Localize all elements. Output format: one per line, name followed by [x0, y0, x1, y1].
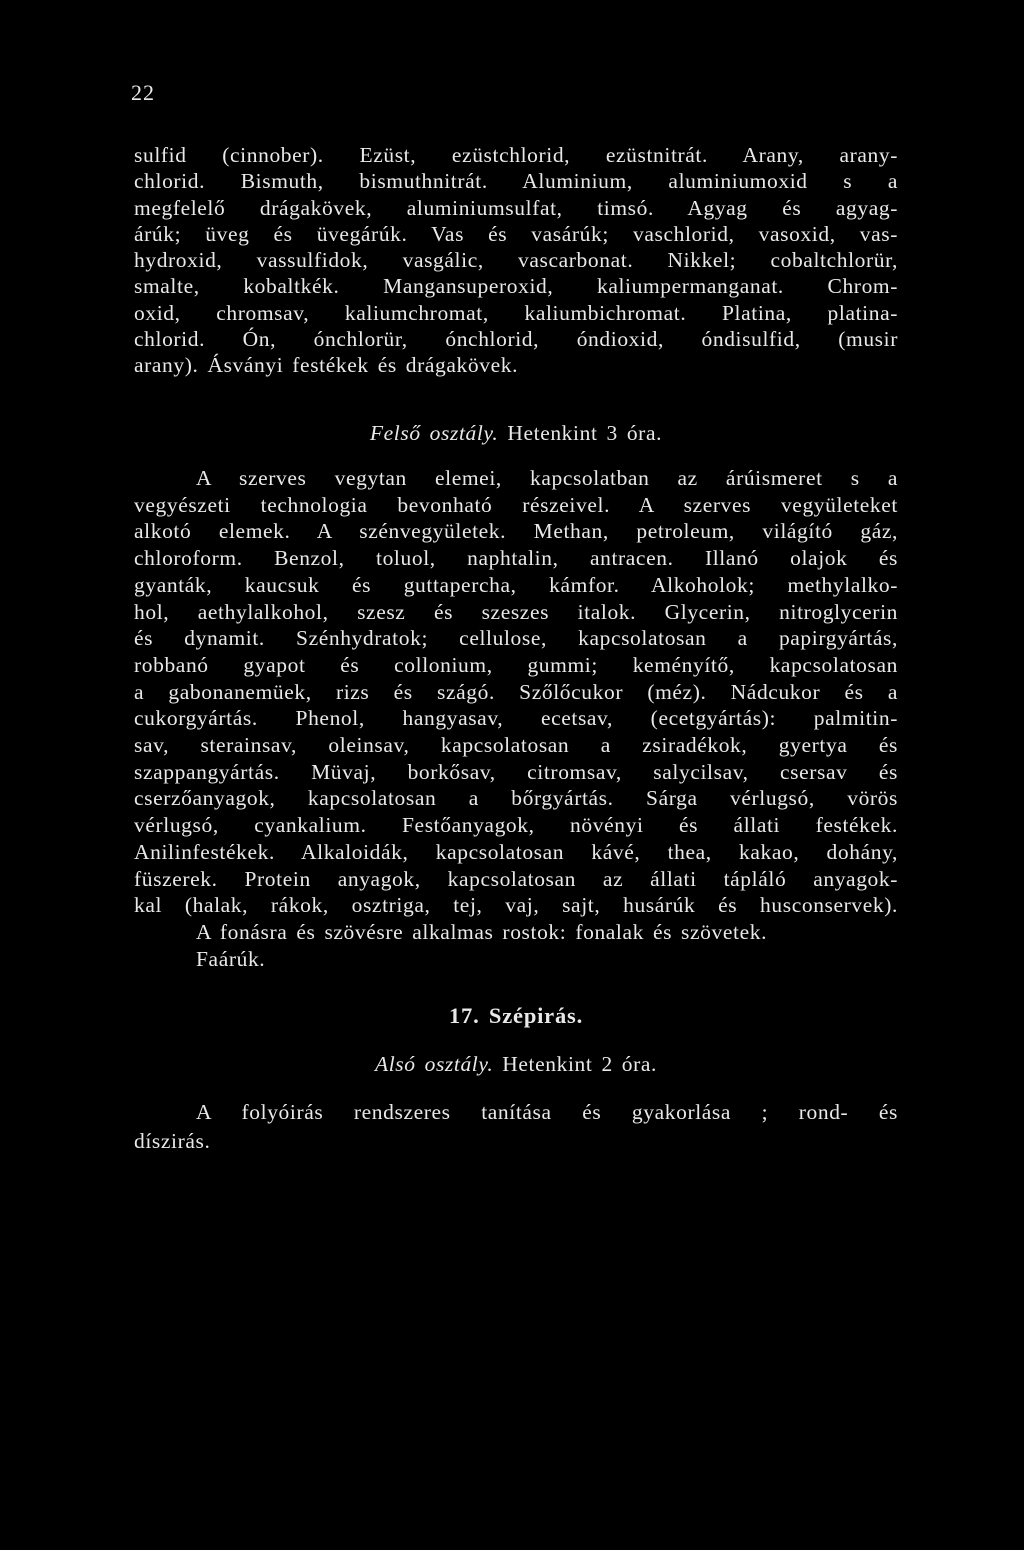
text-line: chlorid. Ón, ónchlorür, ónchlorid, óndioxid, óndisulfid, (musir	[134, 327, 898, 352]
section-heading-lower-class	[134, 1049, 898, 1079]
text-line: hol, aethylalkohol, szesz és szeszes italok. Glycerin, nitroglycerin	[134, 599, 898, 624]
text-line: arany). Ásványi festékek és drágakövek.	[134, 353, 519, 378]
text-line: A fonásra és szövésre alkalmas rostok: fonalak és szövetek.	[196, 919, 768, 944]
text-line: cserzőanyagok, kapcsolatosan a bőrgyártás. Sárga vérlugsó, vörös	[134, 786, 898, 811]
text-line: chloroform. Benzol, toluol, naphtalin, antracen. Illanó olajok és	[134, 546, 898, 571]
section-heading-upper-class	[134, 418, 898, 448]
text-line: sav, sterainsav, oleinsav, kapcsolatosan a zsiradékok, gyertya és	[134, 733, 898, 758]
text-line: chlorid. Bismuth, bismuthnitrát. Aluminium, aluminiumoxid s a	[134, 169, 898, 194]
text-line: megfelelő drágakövek, aluminiumsulfat, timsó. Agyag és agyag-	[134, 195, 898, 220]
text-line: kal (halak, rákok, osztriga, tej, vaj, sajt, husárúk és husconservek).	[134, 893, 898, 918]
text-line: szappangyártás. Müvaj, borkősav, citromsav, salycilsav, csersav és	[134, 759, 898, 784]
text-line: a gabonanemüek, rizs és szágó. Szőlőcukor (méz). Nádcukor és a	[134, 679, 898, 704]
text-line: smalte, kobaltkék. Mangansuperoxid, kaliumpermanganat. Chrom-	[134, 274, 898, 299]
paragraph-inorganic-chemistry	[134, 142, 898, 379]
text-line: vegyészeti technologia bevonható részeivel. A szerves vegyületeket	[134, 492, 898, 517]
text-line: oxid, chromsav, kaliumchromat, kaliumbichromat. Platina, platina-	[134, 300, 898, 325]
weekly-hours-upper: Hetenkint 3 óra.	[498, 421, 663, 445]
text-line: robbanó gyapot és collonium, gummi; keményítő, kapcsolatosan	[134, 652, 898, 677]
weekly-hours-lower: Hetenkint 2 óra.	[493, 1052, 657, 1076]
text-line: A szerves vegytan elemei, kapcsolatban az árúismeret s a	[196, 466, 898, 490]
paragraph-organic-chemistry	[134, 465, 898, 972]
page-number: 22	[131, 80, 155, 105]
text-line: gyanták, kaucsuk és guttapercha, kámfor. Alkoholok; methylalko-	[134, 572, 898, 597]
paragraph-calligraphy	[134, 1098, 898, 1156]
text-line: füszerek. Protein anyagok, kapcsolatosan az állati tápláló anyagok-	[134, 866, 898, 891]
text-line: díszirás.	[134, 1129, 211, 1153]
chapter-heading-calligraphy	[134, 1001, 898, 1031]
class-name-upper: Felső osztály.	[369, 421, 499, 445]
text-line: és dynamit. Szénhydratok; cellulose, kapcsolatosan a papirgyártás,	[134, 626, 898, 651]
text-line: Anilinfestékek. Alkaloidák, kapcsolatosan kávé, thea, kakao, dohány,	[134, 839, 898, 864]
text-line: alkotó elemek. A szénvegyületek. Methan, petroleum, világító gáz,	[134, 519, 898, 544]
text-line: árúk; üveg és üvegárúk. Vas és vasárúk; vaschlorid, vasoxid, vas-	[134, 221, 898, 246]
text-line: Faárúk.	[196, 946, 266, 971]
text-line: vérlugsó, cyankalium. Festőanyagok, növényi és állati festékek.	[134, 813, 898, 838]
class-name-lower: Alsó osztály.	[375, 1052, 494, 1076]
text-line: hydroxid, vassulfidok, vasgálic, vascarbonat. Nikkel; cobaltchlorür,	[134, 248, 898, 273]
text-line: sulfid (cinnober). Ezüst, ezüstchlorid, ezüstnitrát. Arany, arany-	[134, 143, 898, 167]
text-line: A folyóirás rendszeres tanítása és gyakorlása ; rond- és	[196, 1100, 898, 1124]
chapter-title: 17. Szépirás.	[448, 1003, 584, 1028]
text-line: cukorgyártás. Phenol, hangyasav, ecetsav, (ecetgyártás): palmitin-	[134, 706, 898, 731]
